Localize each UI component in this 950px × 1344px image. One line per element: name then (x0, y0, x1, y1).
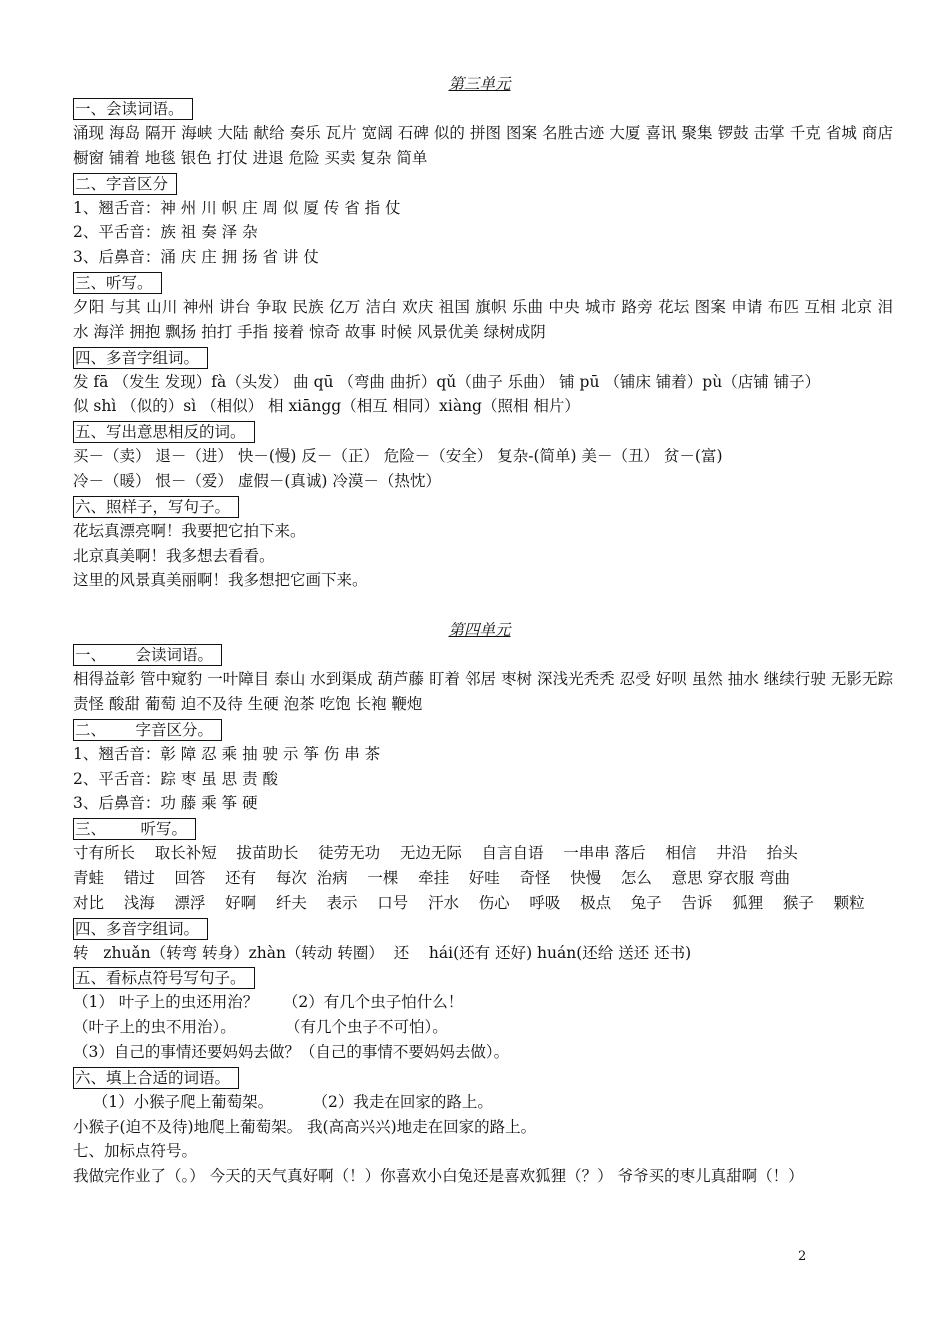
unit3-heading-2: 二、字音区分 (73, 173, 177, 195)
unit3-antonym-line: 冷－（暖） 恨－（爱） 虚假－(真诚) 冷漠－（热忱） (73, 471, 441, 490)
unit3-heading-1: 一、会读词语。 (73, 98, 193, 120)
unit3-sentence-line: 这里的风景真美丽啊！我多想把它画下来。 (73, 571, 368, 590)
unit3-polyphone-line: 发 fā （发生 发现）fà（头发） 曲 qū （弯曲 曲折）qǔ（曲子 乐曲） 铺 pū （铺床 铺着）pù（店铺 铺子） (73, 372, 821, 391)
page-number: 2 (798, 1249, 807, 1264)
unit3-pronunciation-line: 2、平舌音：族 祖 奏 泽 杂 (73, 223, 258, 242)
unit4-dictation-line: 对比 浅海 漂浮 好啊 纤夫 表示 口号 汗水 伤心 呼吸 极点 兔子 告诉 狐狸 猴子 颗粒 (73, 893, 865, 912)
unit4-word-list: 相得益彰 管中窥豹 一叶障目 泰山 水到渠成 葫芦藤 盯着 邻居 枣树 深浅光秃秃 忍受 好呗 虽然 抽水 继续行驶 无影无踪 责怪 酸甜 葡萄 迫不及待 生硬 泡茶 吃饱 长袍 鞭炮 (73, 670, 893, 713)
unit3-heading-6: 六、照样子，写句子。 (73, 496, 239, 518)
unit4-title: 第四单元 (448, 621, 511, 640)
unit4-polyphone-line: 转 zhuǎn（转弯 转身）zhàn（转动 转圈） 还 hái(还有 还好) huán(还给 送还 还书) (73, 943, 692, 962)
unit3-pronunciation-line: 1、翘舌音：神 州 川 帜 庄 周 似 厦 传 省 指 仗 (73, 198, 401, 217)
unit3-title: 第三单元 (448, 75, 511, 93)
unit3-polyphone-line: 似 shì （似的）sì （相似） 相 xiāngg（相互 相同）xiàng（照相 相片） (73, 397, 580, 416)
unit4-heading-5: 五、看标点符号写句子。 (73, 967, 255, 989)
unit3-heading-3: 三、听写。 (73, 272, 162, 294)
unit4-pronunciation-line: 2、平舌音：踪 枣 虽 思 责 酸 (73, 769, 278, 788)
unit3-sentence-line: 花坛真漂亮啊！我要把它拍下来。 (73, 521, 306, 540)
unit4-fill-line: （1）小猴子爬上葡萄架。 （2）我走在回家的路上。 (73, 1092, 493, 1111)
unit3-heading-4: 四、多音字组词。 (73, 347, 208, 369)
unit4-dictation-line: 寸有所长 取长补短 拔苗助长 徒劳无功 无边无际 自言自语 一串串 落后 相信 井沿 抬头 (73, 844, 798, 863)
unit3-sentence-line: 北京真美啊！我多想去看看。 (73, 546, 275, 565)
unit4-heading-7: 七、加标点符号。 (73, 1142, 198, 1161)
unit4-heading-2: 二、 字音区分。 (73, 719, 222, 741)
unit4-pronunciation-line: 3、后鼻音：功 藤 乘 筝 硬 (73, 794, 258, 813)
unit4-punctuation-exercise-line: 我做完作业了（。） 今天的天气真好啊（！）你喜欢小白兔还是喜欢狐狸（？） 爷爷买的枣儿真甜啊（！） (73, 1167, 804, 1186)
unit4-punctuation-line: （3）自己的事情还要妈妈去做？（自己的事情不要妈妈去做）。 (73, 1042, 510, 1061)
document-page (73, 72, 893, 1189)
unit3-pronunciation-line: 3、后鼻音：涌 庆 庄 拥 扬 省 讲 仗 (73, 248, 319, 267)
unit4-heading-6: 六、填上合适的词语。 (73, 1067, 239, 1089)
unit4-heading-1: 一、 会读词语。 (73, 644, 222, 666)
unit4-dictation-line: 青蛙 错过 回答 还有 每次 治病 一棵 牵挂 好哇 奇怪 快慢 怎么 意思 穿衣服 弯曲 (73, 868, 790, 887)
unit4-heading-4: 四、多音字组词。 (73, 918, 208, 940)
unit3-antonym-line: 买－（卖） 退－（进） 快－(慢) 反－（正） 危险－（安全） 复杂-(简单) 美－（丑） 贫－(富) (73, 447, 723, 466)
unit3-heading-5: 五、写出意思相反的词。 (73, 421, 255, 443)
unit3-dictation-list: 夕阳 与其 山川 神州 讲台 争取 民族 亿万 洁白 欢庆 祖国 旗帜 乐曲 中央 城市 路旁 花坛 图案 申请 布匹 互相 北京 泪水 海洋 拥抱 飘扬 拍打 手指 接着 惊奇 故事 时候 风景优美 绿树成阴 (73, 297, 893, 341)
unit3-word-list: 涌现 海岛 隔开 海峡 大陆 献给 奏乐 瓦片 宽阔 石碑 似的 拼图 图案 名胜古迹 大厦 喜讯 聚集 锣鼓 击掌 千克 省城 商店 橱窗 铺着 地毯 银色 打仗 进退 危险 买卖 复杂 简单 (73, 124, 893, 167)
unit4-punctuation-line: （叶子上的虫不用治）。 （有几个虫子不可怕）。 (73, 1018, 448, 1037)
unit4-heading-3: 三、 听写。 (73, 818, 196, 840)
unit4-pronunciation-line: 1、翘舌音：彰 障 忍 乘 抽 驶 示 筝 伤 串 茶 (73, 744, 381, 763)
unit4-fill-line: 小猴子(迫不及待)地爬上葡萄架。 我(高高兴兴)地走在回家的路上。 (73, 1117, 537, 1136)
unit4-punctuation-line: （1） 叶子上的虫还用治？ （2）有几个虫子怕什么！ (73, 993, 464, 1012)
